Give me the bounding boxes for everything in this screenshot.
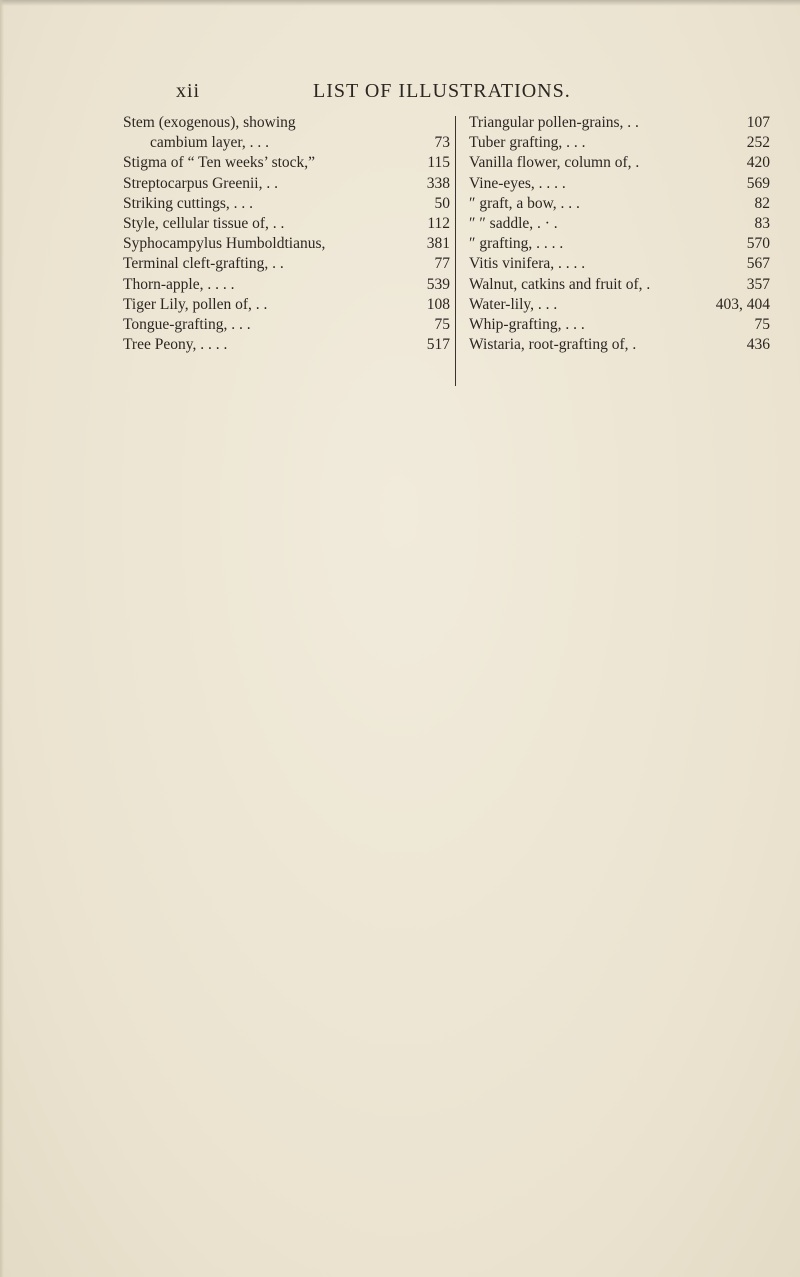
entry-page-number: 75 <box>754 315 770 333</box>
page-top-edge <box>0 0 800 6</box>
entry-label: Triangular pollen-grains, . . <box>469 114 639 131</box>
entry-page-number: 517 <box>426 336 450 354</box>
index-entry <box>469 315 770 335</box>
entry-label: Tongue-grafting, . . . <box>123 315 251 333</box>
index-entry <box>469 254 770 274</box>
index-entry <box>123 335 450 355</box>
index-column-left <box>123 113 450 355</box>
index-entry <box>469 275 770 295</box>
entry-page-number: 77 <box>434 255 450 273</box>
entry-page-number: 108 <box>426 295 450 313</box>
entry-page-number: 570 <box>746 235 770 253</box>
index-entry <box>123 113 450 133</box>
index-entry <box>123 194 450 214</box>
index-entry <box>469 133 770 153</box>
index-entry <box>469 113 770 133</box>
entry-page-number: 436 <box>746 336 770 354</box>
entry-page-number: 83 <box>754 214 770 232</box>
index-entry <box>469 194 770 214</box>
index-entry <box>469 335 770 355</box>
entry-page-number: 107 <box>746 114 770 131</box>
entry-page-number: 567 <box>746 255 770 273</box>
index-entry <box>123 234 450 254</box>
index-entry <box>123 133 450 153</box>
entry-label: Tuber grafting, . . . <box>469 134 586 152</box>
entry-label: Streptocarpus Greenii, . . <box>123 174 278 192</box>
entry-page-number: 381 <box>426 235 450 253</box>
entry-label: Style, cellular tissue of, . . <box>123 214 285 232</box>
entry-label: ″ graft, a bow, . . . <box>469 194 580 212</box>
entry-label: cambium layer, . . . <box>150 134 270 152</box>
entry-label: Striking cuttings, . . . <box>123 194 254 212</box>
index-column-right <box>469 113 770 355</box>
entry-label: Vanilla flower, column of, . <box>469 154 640 172</box>
index-entry <box>469 234 770 254</box>
entry-page-number: 50 <box>434 194 450 212</box>
entry-label: Stigma of “ Ten weeks’ stock,” <box>123 154 316 172</box>
page-left-edge <box>0 0 4 1277</box>
entry-label: Thorn-apple, . . . . <box>123 275 235 293</box>
index-entry <box>123 174 450 194</box>
entry-page-number: 112 <box>427 214 450 232</box>
entry-label: Whip-grafting, . . . <box>469 315 585 333</box>
entry-page-number: 420 <box>746 154 770 172</box>
index-entry <box>123 295 450 315</box>
index-entry <box>469 295 770 315</box>
entry-page-number: 73 <box>434 134 450 152</box>
entry-page-number: 357 <box>746 275 770 293</box>
entry-page-number: 569 <box>746 174 770 192</box>
index-entry <box>123 275 450 295</box>
entry-label: Vine-eyes, . . . . <box>469 174 566 192</box>
entry-page-number: 252 <box>746 134 770 152</box>
entry-label: Wistaria, root-grafting of, . <box>469 336 637 354</box>
entry-label: Tree Peony, . . . . <box>123 336 228 354</box>
index-entry <box>469 174 770 194</box>
entry-label: ″ grafting, . . . . <box>469 235 564 253</box>
entry-page-number: 75 <box>434 315 450 333</box>
entry-label: Vitis vinifera, . . . . <box>469 255 586 273</box>
page-header <box>0 80 800 110</box>
entry-page-number: 338 <box>426 174 450 192</box>
entry-label: Tiger Lily, pollen of, . . <box>123 295 268 313</box>
running-title: LIST OF ILLUSTRATIONS. <box>313 80 571 102</box>
entry-label: Stem (exogenous), showing <box>123 114 296 131</box>
page-number: xii <box>176 80 201 102</box>
index-entry <box>123 214 450 234</box>
entry-page-number: 82 <box>754 194 770 212</box>
index-entry <box>469 153 770 173</box>
entry-label: Syphocampylus Humboldtianus, <box>123 235 326 253</box>
index-entry <box>123 153 450 173</box>
entry-label: Terminal cleft-grafting, . . <box>123 255 284 273</box>
entry-label: ″ ″ saddle, . · . <box>469 214 558 232</box>
entry-label: Water-lily, . . . <box>469 295 558 313</box>
entry-page-number: 403, 404 <box>715 295 770 313</box>
column-divider <box>455 116 456 386</box>
index-entry <box>123 315 450 335</box>
entry-label: Walnut, catkins and fruit of, . <box>469 275 651 293</box>
entry-page-number: 115 <box>427 154 450 172</box>
index-entry <box>469 214 770 234</box>
index-entry <box>123 254 450 274</box>
entry-page-number: 539 <box>426 275 450 293</box>
